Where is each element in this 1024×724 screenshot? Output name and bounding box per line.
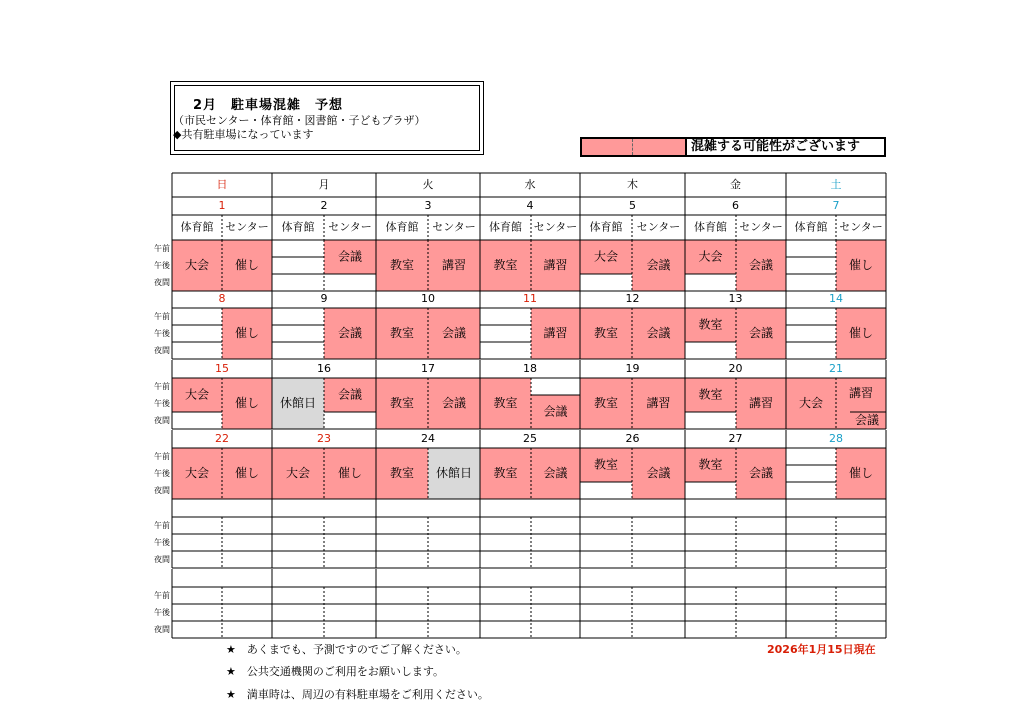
slot-label-5-1: 午後: [154, 608, 170, 617]
date-label-3: 3: [424, 199, 432, 212]
sub-header-center-5: センター: [739, 220, 783, 234]
event-label-gym-22: 大会: [184, 466, 210, 480]
event-label-gym-24: 教室: [389, 466, 415, 480]
weekday-header-3: 水: [524, 178, 536, 191]
weekday-header-4: 木: [627, 178, 638, 191]
weekday-header-5: 金: [730, 178, 741, 191]
date-label-26: 26: [625, 432, 640, 445]
event-label-center-18: 会議: [543, 404, 568, 419]
date-label-6: 6: [732, 199, 739, 212]
event-label2-center-21: 会議: [854, 413, 880, 427]
event-label-gym-3: 教室: [389, 258, 415, 272]
date-label-2: 2: [320, 199, 328, 212]
sub-header-center-6: センター: [839, 220, 883, 234]
sub-header-gym-6: 体育館: [794, 220, 828, 234]
sub-header-center-2: センター: [432, 220, 476, 234]
event-label-gym-20: 教室: [698, 387, 723, 402]
event-label-center-1: 催し: [234, 258, 260, 272]
slot-label-2-0: 午前: [154, 382, 170, 391]
slot-label-5-0: 午前: [154, 591, 170, 600]
date-label-4: 4: [526, 199, 534, 212]
slot-label-0-1: 午後: [154, 261, 170, 270]
date-label-20: 20: [728, 362, 743, 375]
facilities-subtitle: （市民センター・体育館・図書館・子どもプラザ）: [173, 114, 426, 127]
slot-label-4-0: 午前: [154, 521, 170, 530]
date-label-21: 21: [829, 362, 843, 375]
slot-label-4-1: 午後: [154, 538, 170, 547]
event-label-center-13: 会議: [748, 326, 774, 340]
slot-label-0-2: 夜間: [154, 278, 170, 287]
event-label-gym-10: 教室: [389, 326, 415, 340]
event-label-gym-5: 大会: [593, 249, 619, 264]
sub-header-gym-2: 体育館: [385, 220, 419, 234]
date-label-1: 1: [218, 199, 226, 212]
event-label-center-8: 催し: [234, 326, 260, 340]
event-label-gym-23: 大会: [285, 466, 311, 480]
slot-label-3-2: 夜間: [154, 486, 170, 495]
weekday-header-0: 日: [216, 178, 228, 191]
event-label-center-3: 講習: [441, 258, 467, 272]
event-label-gym-21: 大会: [798, 396, 824, 410]
date-label-11: 11: [523, 292, 537, 305]
event-label-gym-1: 大会: [184, 258, 210, 272]
sub-header-gym-3: 体育館: [489, 220, 522, 234]
page-title: 2月 駐車場混雑 予想: [193, 98, 344, 113]
slot-label-3-0: 午前: [154, 452, 170, 461]
event-label-center-26: 会議: [646, 466, 671, 480]
date-label-23: 23: [317, 432, 331, 445]
sub-header-gym-0: 体育館: [180, 220, 214, 234]
footer-note-1: ★ あくまでも、予測ですのでご了解ください。: [226, 643, 467, 656]
event-label-center-20: 講習: [748, 396, 774, 410]
event-label-center-23: 催し: [337, 466, 363, 480]
event-label-center-11: 講習: [543, 326, 568, 340]
event-label-center-15: 催し: [234, 396, 260, 410]
event-label-gym-4: 教室: [493, 258, 518, 272]
event-label-center-16: 会議: [337, 387, 363, 402]
event-label-gym-12: 教室: [593, 326, 619, 340]
date-label-8: 8: [218, 292, 226, 305]
event-label-gym-19: 教室: [593, 396, 619, 410]
sub-header-gym-5: 体育館: [694, 220, 727, 234]
date-label-10: 10: [421, 292, 435, 305]
date-label-18: 18: [523, 362, 537, 375]
event-label-gym-13: 教室: [698, 317, 723, 332]
event-label-center-6: 会議: [748, 258, 774, 272]
slot-label-1-0: 午前: [154, 312, 170, 321]
event-label-gym-18: 教室: [493, 396, 518, 410]
event-label-gym-25: 教室: [493, 466, 518, 480]
event-label-gym-16: 休館日: [279, 396, 317, 410]
sub-header-gym-1: 体育館: [281, 220, 315, 234]
event-label-center-27: 会議: [748, 466, 774, 480]
event-label-center-19: 講習: [646, 396, 671, 410]
date-label-15: 15: [215, 362, 229, 375]
footer-note-2: ★ 公共交通機関のご利用をお願いします。: [226, 665, 444, 678]
date-label-9: 9: [320, 292, 328, 305]
event-label-center-25: 会議: [543, 466, 568, 480]
event-label-center-4: 講習: [543, 258, 568, 272]
event-label-gym-6: 大会: [698, 249, 723, 264]
slot-label-1-2: 夜間: [154, 346, 170, 355]
slot-label-2-2: 夜間: [154, 416, 170, 425]
date-label-13: 13: [728, 292, 743, 305]
event-label-center-5: 会議: [646, 258, 671, 272]
weekday-header-2: 火: [422, 178, 434, 191]
event-label-gym-15: 大会: [184, 387, 210, 402]
sub-header-center-3: センター: [533, 220, 578, 234]
event-label-gym-17: 教室: [389, 396, 415, 410]
event-label-gym-26: 教室: [593, 457, 619, 472]
event-label-center-9: 会議: [337, 326, 363, 340]
weekday-header-6: 土: [830, 178, 842, 191]
event-label-center-2: 会議: [337, 249, 363, 264]
date-label-28: 28: [829, 432, 843, 445]
footer-note-3: ★ 満車時は、周辺の有料駐車場をご利用ください。: [226, 688, 489, 701]
date-label-5: 5: [629, 199, 636, 212]
legend-label: 混雑する可能性がございます: [691, 139, 861, 154]
weekday-header-1: 月: [318, 178, 330, 191]
sub-header-gym-4: 体育館: [589, 220, 623, 234]
event-label-center-17: 会議: [441, 396, 467, 410]
event-label-center-22: 催し: [234, 466, 260, 480]
date-label-25: 25: [523, 432, 537, 445]
date-label-17: 17: [421, 362, 435, 375]
date-label-12: 12: [625, 292, 640, 305]
as-of-date: 2026年1月15日現在: [767, 643, 876, 656]
sub-header-center-0: センター: [225, 220, 269, 234]
slot-label-3-1: 午後: [154, 469, 170, 478]
date-label-14: 14: [829, 292, 843, 305]
event-label-center-24: 休館日: [435, 466, 473, 480]
date-label-24: 24: [421, 432, 435, 445]
sub-header-center-1: センター: [328, 220, 372, 234]
date-label-22: 22: [215, 432, 229, 445]
date-label-27: 27: [728, 432, 743, 445]
slot-label-2-1: 午後: [154, 399, 170, 408]
event-label-center-14: 催し: [848, 326, 874, 340]
event-label-center-12: 会議: [646, 326, 671, 340]
date-label-19: 19: [625, 362, 640, 375]
date-label-16: 16: [317, 362, 331, 375]
slot-label-5-2: 夜間: [154, 625, 170, 634]
event-label-center-21: 講習: [848, 385, 874, 400]
shared-parking-note: ◆共有駐車場になっています: [173, 128, 314, 141]
slot-label-4-2: 夜間: [154, 555, 170, 564]
slot-label-1-1: 午後: [154, 329, 170, 338]
event-label-center-10: 会議: [441, 326, 467, 340]
slot-label-0-0: 午前: [154, 244, 170, 253]
date-label-7: 7: [832, 199, 840, 212]
sub-header-center-4: センター: [636, 220, 681, 234]
event-label-center-28: 催し: [848, 466, 874, 480]
event-label-gym-27: 教室: [698, 457, 723, 472]
event-label-center-7: 催し: [848, 258, 874, 272]
